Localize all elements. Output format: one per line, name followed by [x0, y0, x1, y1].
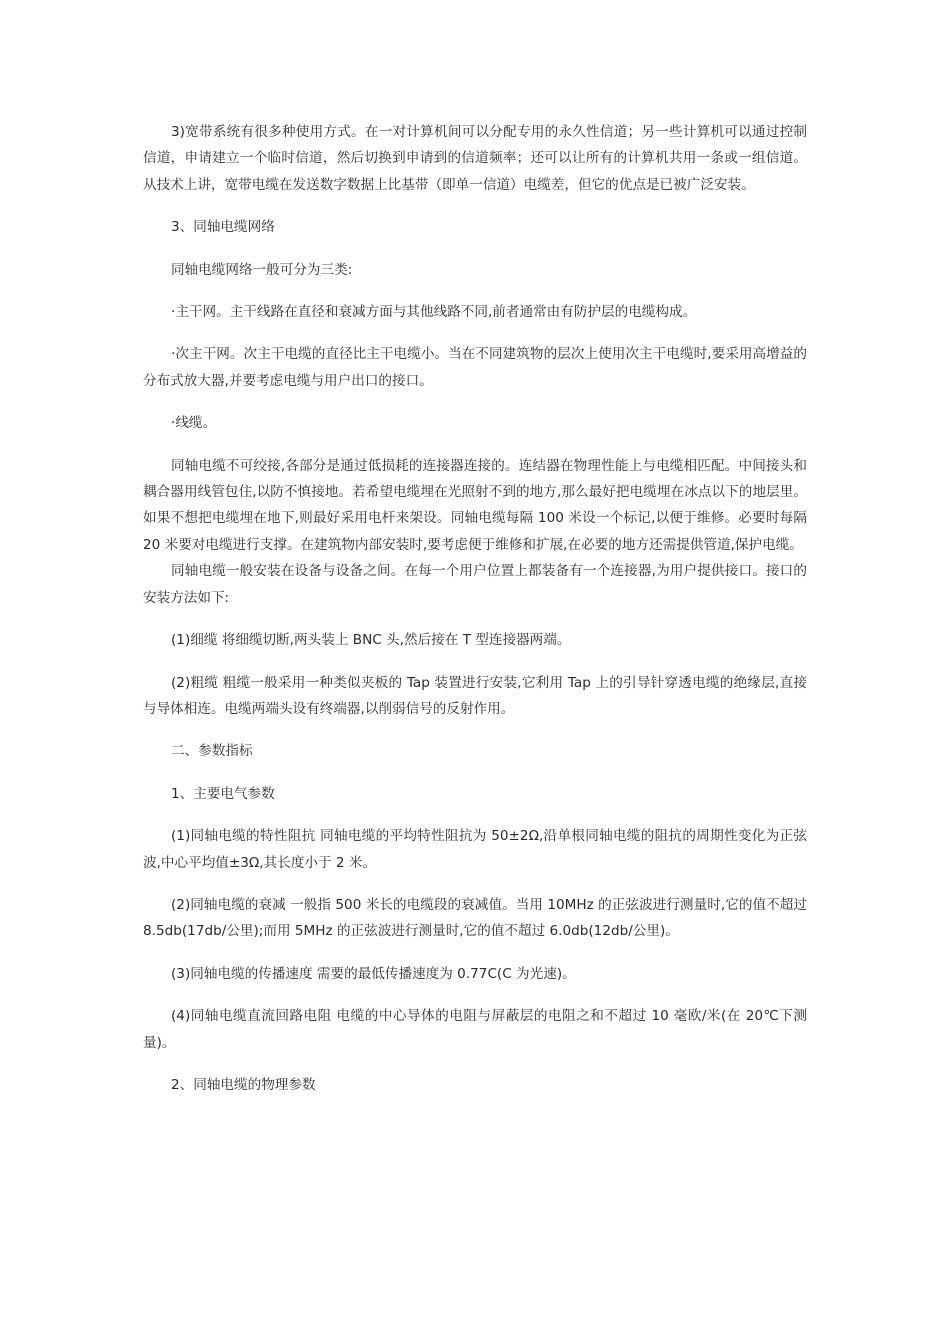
list-item-sub-backbone: ·次主干网。次主干电缆的直径比主干电缆小。当在不同建筑物的层次上使用次主干电缆时,要采用高增益的分布式放大器,并要考虑电缆与用户出口的接口。: [143, 346, 807, 389]
paragraph-network-types-intro: 同轴电缆网络一般可分为三类:: [171, 261, 353, 278]
section-heading-physical-params: 2、同轴电缆的物理参数: [171, 1076, 316, 1093]
paragraph-installation: 同轴电缆不可绞接,各部分是通过低损耗的连接器连接的。连结器在物理性能上与电缆相匹配。中间接头和耦合器用线管包住,以防不慎接地。若希望电缆埋在光照射不到的地方,那么最好把电缆埋在冰点以下的地层里。如果不想把电缆埋在地下,则最好采用电杆来架设。同轴电缆每隔 100 米设一个标记,以便于维修。必要时每隔 20 米要对电缆进行支撑。在建筑物内部安装时,要考虑便于维修和扩展,在必要的地方还需提供管道,保护电缆。: [143, 457, 807, 553]
section-heading-coax-network: 3、同轴电缆网络: [171, 219, 275, 236]
paragraph-propagation-speed: (3)同轴电缆的传播速度 需要的最低传播速度为 0.77C(C 为光速)。: [171, 965, 576, 982]
list-item-backbone: ·主干网。主干线路在直径和衰减方面与其他线路不同,前者通常由有防护层的电缆构成。: [171, 304, 697, 321]
list-item-cable: ·线缆。: [171, 415, 217, 432]
paragraph-thin-cable: (1)细缆 将细缆切断,两头装上 BNC 头,然后接在 T 型连接器两端。: [171, 632, 571, 649]
document-body: [143, 119, 807, 1098]
paragraph-impedance: (1)同轴电缆的特性阻抗 同轴电缆的平均特性阻抗为 50±2Ω,沿单根同轴电缆的阻抗的周期性变化为正弦波,中心平均值±3Ω,其长度小于 2 米。: [143, 828, 807, 871]
paragraph-broadband-usage: 3)宽带系统有很多种使用方式。在一对计算机间可以分配专用的永久性信道；另一些计算机可以通过控制信道，申请建立一个临时信道，然后切换到申请到的信道频率；还可以让所有的计算机共用一条或一组信道。从技术上讲，宽带电缆在发送数字数据上比基带（即单一信道）电缆差，但它的优点是已被广泛安装。: [143, 124, 807, 193]
section-heading-parameters: 二、参数指标: [171, 743, 253, 760]
paragraph-dc-resistance: (4)同轴电缆直流回路电阻 电缆的中心导体的电阻与屏蔽层的电阻之和不超过 10 毫欧/米(在 20℃下测量)。: [143, 1008, 807, 1051]
paragraph-connector-intro: 同轴电缆一般安装在设备与设备之间。在每一个用户位置上都装备有一个连接器,为用户提供接口。接口的安装方法如下:: [143, 563, 807, 606]
paragraph-thick-cable: (2)粗缆 粗缆一般采用一种类似夹板的 Tap 装置进行安装,它利用 Tap 上的引导针穿透电缆的绝缘层,直接与导体相连。电缆两端头设有终端器,以削弱信号的反射作用。: [143, 674, 807, 717]
section-heading-electrical-params: 1、主要电气参数: [171, 785, 275, 802]
paragraph-attenuation: (2)同轴电缆的衰减 一般指 500 米长的电缆段的衰减值。当用 10MHz 的正弦波进行测量时,它的值不超过 8.5db(17db/公里);而用 5MHz 的正弦波进行测量时,它的值不超过 6.0db(12db/公里)。: [143, 896, 807, 940]
